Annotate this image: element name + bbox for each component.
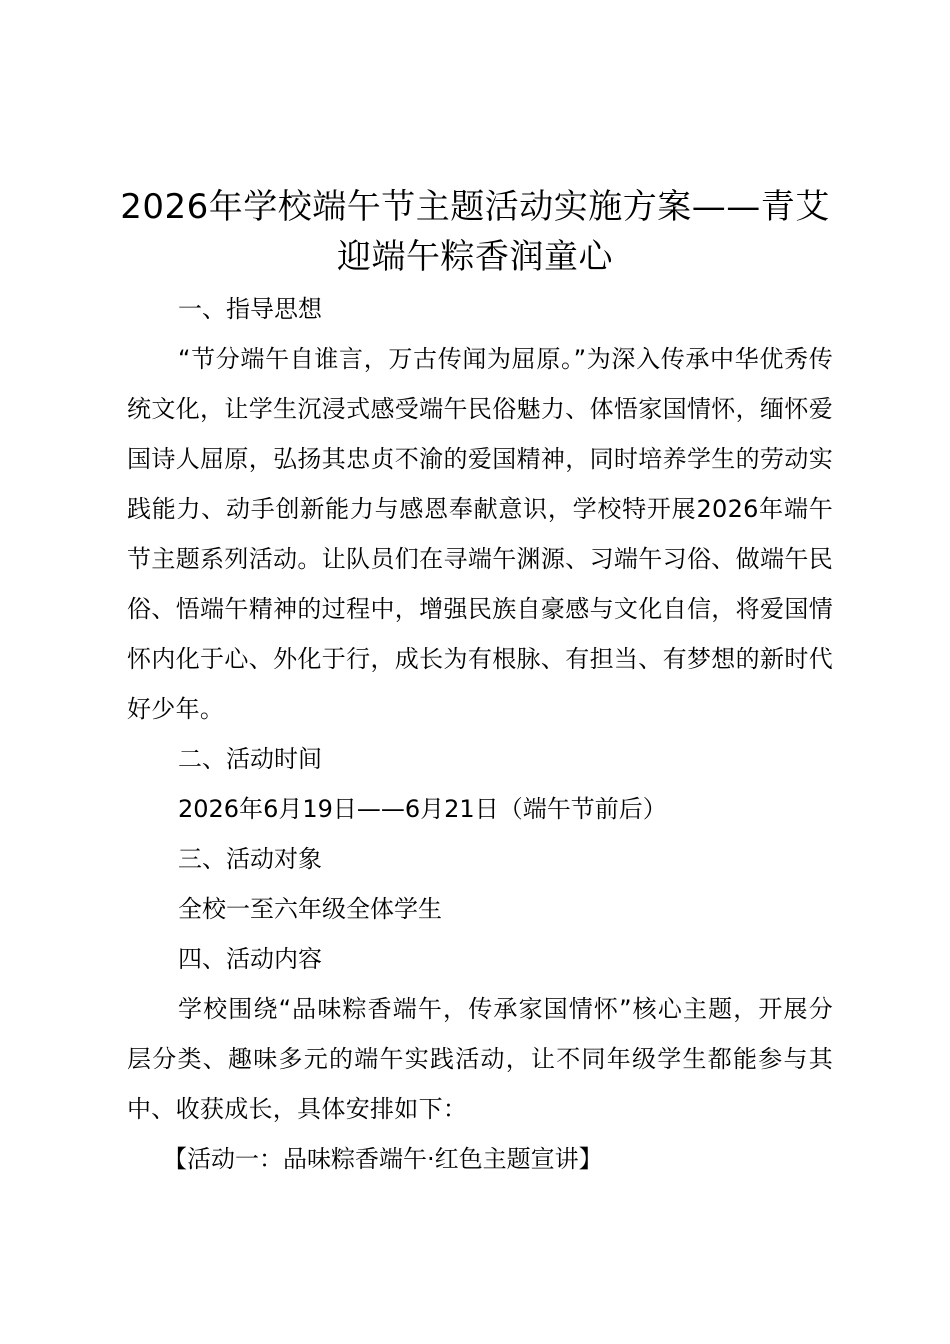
paragraph-guiding-ideology: “节分端午自谁言，万古传闻为屈原。”为深入传承中华优秀传统文化，让学生沉浸式感受端午民俗魅力、体悟家国情怀，缅怀爱国诗人屈原，弘扬其忠贞不渝的爱国精神，同时培养学生的劳动实践能力、动手创新能力与感恩奉献意识，学校特开展2026年端午节主题系列活动。让队员们在寻端午渊源、习端午习俗、做端午民俗、悟端午精神的过程中，增强民族自豪感与文化自信，将爱国情怀内化于心、外化于行，成长为有根脉、有担当、有梦想的新时代好少年。 [127, 345, 833, 723]
document-title: 2026年学校端午节主题活动实施方案——青艾迎端午粽香润童心 [120, 187, 830, 277]
paragraph-activity-content: 学校围绕“品味粽香端午，传承家国情怀”核心主题，开展分层分类、趣味多元的端午实践活动，让不同年级学生都能参与其中、收获成长，具体安排如下： [127, 995, 833, 1123]
section-heading-activity-time: 二、活动时间 [178, 745, 322, 773]
section-heading-guiding-ideology: 一、指导思想 [178, 295, 322, 323]
section-heading-activity-content: 四、活动内容 [178, 945, 322, 973]
activity-one-title: 【活动一：品味粽香端午·红色主题宣讲】 [163, 1145, 603, 1173]
document-body [127, 284, 833, 1184]
section-heading-activity-target: 三、活动对象 [178, 845, 322, 873]
paragraph-activity-target: 全校一至六年级全体学生 [178, 895, 442, 923]
paragraph-activity-time: 2026年6月19日——6月21日（端午节前后） [178, 795, 667, 823]
